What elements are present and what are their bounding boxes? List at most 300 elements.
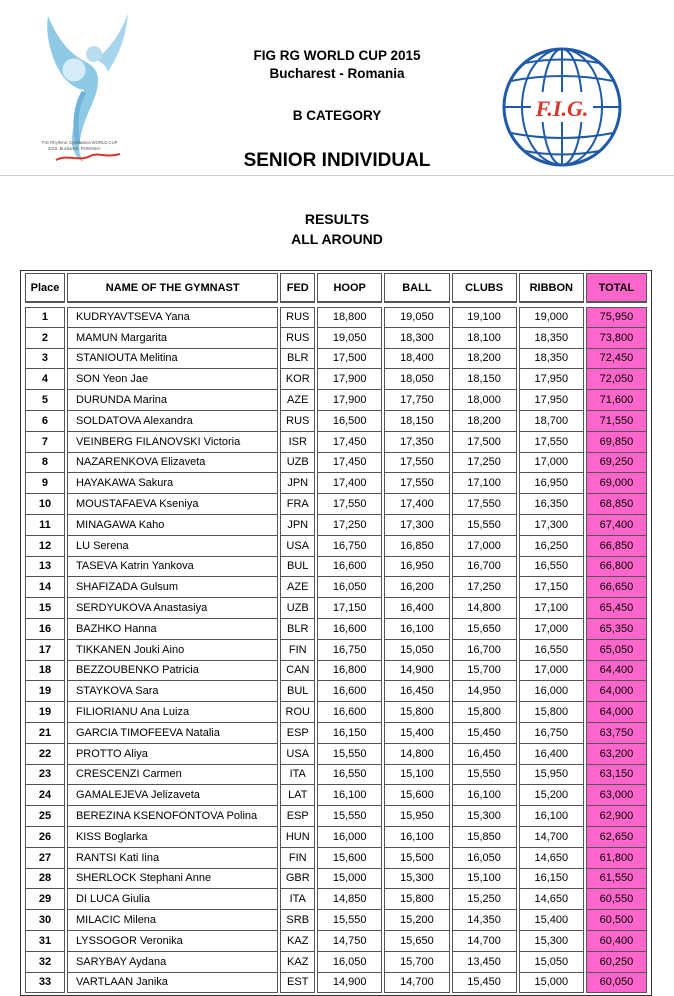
cell-total: 69,250	[586, 453, 647, 474]
cell-hoop: 17,450	[317, 453, 382, 474]
cell-place: 5	[25, 390, 65, 411]
table-row	[25, 806, 647, 827]
cell-ball: 15,950	[384, 806, 449, 827]
cell-place: 8	[25, 453, 65, 474]
col-header-ribbon: RIBBON	[519, 273, 584, 303]
cell-total: 68,850	[586, 494, 647, 515]
cell-name: GAMALEJEVA Jelizaveta	[67, 785, 278, 806]
cell-place: 15	[25, 598, 65, 619]
cell-ribbon: 18,350	[519, 349, 584, 370]
cell-clubs: 17,500	[452, 432, 517, 453]
cell-total: 65,350	[586, 619, 647, 640]
cell-fed: HUN	[280, 827, 315, 848]
cell-clubs: 18,200	[452, 349, 517, 370]
cell-hoop: 16,600	[317, 619, 382, 640]
cell-clubs: 16,700	[452, 557, 517, 578]
cell-hoop: 17,150	[317, 598, 382, 619]
cell-fed: FIN	[280, 640, 315, 661]
cell-clubs: 17,250	[452, 453, 517, 474]
table-row	[25, 889, 647, 910]
table-row	[25, 931, 647, 952]
cell-fed: CAN	[280, 661, 315, 682]
table-row	[25, 494, 647, 515]
table-row	[25, 681, 647, 702]
cell-hoop: 17,450	[317, 432, 382, 453]
cell-name: KUDRYAVTSEVA Yana	[67, 307, 278, 328]
cell-fed: KOR	[280, 369, 315, 390]
cell-hoop: 17,500	[317, 349, 382, 370]
cell-place: 33	[25, 973, 65, 994]
table-row	[25, 661, 647, 682]
cell-fed: KAZ	[280, 952, 315, 973]
cell-ball: 17,750	[384, 390, 449, 411]
cell-hoop: 16,050	[317, 952, 382, 973]
cell-total: 61,800	[586, 848, 647, 869]
cell-place: 31	[25, 931, 65, 952]
all-around-heading: ALL AROUND	[291, 231, 383, 247]
cell-total: 60,550	[586, 889, 647, 910]
cell-clubs: 15,450	[452, 973, 517, 994]
table-row	[25, 453, 647, 474]
table-row	[25, 349, 647, 370]
cell-fed: SRB	[280, 910, 315, 931]
cell-name: GARCIA TIMOFEEVA Natalia	[67, 723, 278, 744]
cell-ribbon: 16,000	[519, 681, 584, 702]
cell-place: 11	[25, 515, 65, 536]
cell-clubs: 18,150	[452, 369, 517, 390]
cell-place: 19	[25, 681, 65, 702]
cell-ball: 17,300	[384, 515, 449, 536]
cell-clubs: 18,200	[452, 411, 517, 432]
cell-ribbon: 15,050	[519, 952, 584, 973]
cell-fed: UZB	[280, 453, 315, 474]
cell-ball: 18,400	[384, 349, 449, 370]
cell-ball: 17,400	[384, 494, 449, 515]
cell-place: 14	[25, 577, 65, 598]
cell-total: 73,800	[586, 328, 647, 349]
cell-ribbon: 16,150	[519, 869, 584, 890]
cell-ball: 16,200	[384, 577, 449, 598]
cell-place: 28	[25, 869, 65, 890]
cell-clubs: 16,100	[452, 785, 517, 806]
cell-name: SERDYUKOVA Anastasiya	[67, 598, 278, 619]
cell-name: MINAGAWA Kaho	[67, 515, 278, 536]
cell-name: LU Serena	[67, 536, 278, 557]
fig-logo-text: F.I.G.	[535, 96, 589, 121]
table-row	[25, 598, 647, 619]
cell-total: 71,550	[586, 411, 647, 432]
cell-total: 66,850	[586, 536, 647, 557]
table-row	[25, 577, 647, 598]
cell-ribbon: 17,100	[519, 598, 584, 619]
cell-ribbon: 17,000	[519, 453, 584, 474]
cell-ball: 17,550	[384, 453, 449, 474]
cell-ball: 15,050	[384, 640, 449, 661]
cell-ribbon: 15,200	[519, 785, 584, 806]
table-row	[25, 785, 647, 806]
cell-ribbon: 14,700	[519, 827, 584, 848]
cell-place: 24	[25, 785, 65, 806]
cell-ball: 15,800	[384, 889, 449, 910]
cell-hoop: 18,800	[317, 307, 382, 328]
cell-place: 29	[25, 889, 65, 910]
table-row	[25, 390, 647, 411]
cell-total: 63,150	[586, 765, 647, 786]
cell-fed: RUS	[280, 411, 315, 432]
cell-ball: 14,900	[384, 661, 449, 682]
cell-clubs: 15,700	[452, 661, 517, 682]
cell-clubs: 15,650	[452, 619, 517, 640]
cell-hoop: 14,750	[317, 931, 382, 952]
cell-ball: 15,300	[384, 869, 449, 890]
cell-ribbon: 17,000	[519, 619, 584, 640]
results-table-frame	[20, 270, 652, 996]
cell-name: DI LUCA Giulia	[67, 889, 278, 910]
cell-place: 17	[25, 640, 65, 661]
cell-total: 65,050	[586, 640, 647, 661]
cell-clubs: 17,000	[452, 536, 517, 557]
table-row	[25, 307, 647, 328]
cell-ribbon: 16,550	[519, 640, 584, 661]
cell-ball: 15,400	[384, 723, 449, 744]
cell-total: 67,400	[586, 515, 647, 536]
cell-ball: 18,050	[384, 369, 449, 390]
cell-clubs: 15,450	[452, 723, 517, 744]
cell-name: BAZHKO Hanna	[67, 619, 278, 640]
results-heading: RESULTS	[304, 211, 370, 227]
cell-fed: RUS	[280, 328, 315, 349]
cell-ball: 14,800	[384, 744, 449, 765]
cell-fed: ITA	[280, 765, 315, 786]
cell-total: 66,650	[586, 577, 647, 598]
cell-place: 19	[25, 702, 65, 723]
cell-ball: 15,800	[384, 702, 449, 723]
col-header-clubs: CLUBS	[452, 273, 517, 303]
cell-ball: 15,100	[384, 765, 449, 786]
col-header-fed: FED	[280, 273, 315, 303]
cell-ribbon: 15,000	[519, 973, 584, 994]
cell-name: DURUNDA Marina	[67, 390, 278, 411]
cell-fed: BUL	[280, 681, 315, 702]
cell-ball: 18,150	[384, 411, 449, 432]
cell-clubs: 17,250	[452, 577, 517, 598]
cell-fed: FRA	[280, 494, 315, 515]
cell-total: 60,050	[586, 973, 647, 994]
cell-ball: 15,200	[384, 910, 449, 931]
cell-fed: FIN	[280, 848, 315, 869]
cell-hoop: 16,550	[317, 765, 382, 786]
table-row	[25, 640, 647, 661]
cell-name: VARTLAAN Janika	[67, 973, 278, 994]
cell-ball: 17,550	[384, 473, 449, 494]
cell-ribbon: 15,400	[519, 910, 584, 931]
cell-hoop: 16,750	[317, 640, 382, 661]
cell-fed: KAZ	[280, 931, 315, 952]
table-row	[25, 910, 647, 931]
table-row	[25, 619, 647, 640]
cell-ball: 16,950	[384, 557, 449, 578]
cell-fed: RUS	[280, 307, 315, 328]
cell-ball: 16,100	[384, 827, 449, 848]
cell-clubs: 18,000	[452, 390, 517, 411]
cell-hoop: 17,550	[317, 494, 382, 515]
cell-place: 6	[25, 411, 65, 432]
fig-globe-logo-icon	[501, 46, 623, 168]
cell-clubs: 13,450	[452, 952, 517, 973]
cell-name: MAMUN Margarita	[67, 328, 278, 349]
cell-clubs: 19,100	[452, 307, 517, 328]
cell-name: MOUSTAFAEVA Kseniya	[67, 494, 278, 515]
cell-clubs: 15,250	[452, 889, 517, 910]
cell-ribbon: 14,650	[519, 889, 584, 910]
cell-place: 2	[25, 328, 65, 349]
cell-hoop: 17,900	[317, 369, 382, 390]
cell-total: 63,000	[586, 785, 647, 806]
cell-place: 18	[25, 661, 65, 682]
cell-hoop: 16,500	[317, 411, 382, 432]
cell-clubs: 15,800	[452, 702, 517, 723]
cell-place: 10	[25, 494, 65, 515]
cell-ball: 15,650	[384, 931, 449, 952]
cell-hoop: 16,600	[317, 557, 382, 578]
table-row	[25, 952, 647, 973]
cell-clubs: 16,700	[452, 640, 517, 661]
cell-place: 25	[25, 806, 65, 827]
cell-ribbon: 14,650	[519, 848, 584, 869]
cell-hoop: 15,000	[317, 869, 382, 890]
cell-place: 21	[25, 723, 65, 744]
col-header-hoop: HOOP	[317, 273, 382, 303]
cell-fed: JPN	[280, 473, 315, 494]
event-city: Bucharest - Romania	[269, 66, 405, 81]
cell-place: 16	[25, 619, 65, 640]
table-row	[25, 515, 647, 536]
cell-place: 26	[25, 827, 65, 848]
cell-name: SOLDATOVA Alexandra	[67, 411, 278, 432]
cell-ball: 15,700	[384, 952, 449, 973]
cell-hoop: 15,550	[317, 910, 382, 931]
table-row	[25, 473, 647, 494]
cell-ribbon: 15,800	[519, 702, 584, 723]
table-row	[25, 765, 647, 786]
cell-ball: 14,700	[384, 973, 449, 994]
cell-ribbon: 15,950	[519, 765, 584, 786]
cell-total: 64,000	[586, 702, 647, 723]
cell-hoop: 16,600	[317, 702, 382, 723]
cell-place: 9	[25, 473, 65, 494]
cell-hoop: 17,900	[317, 390, 382, 411]
cell-ribbon: 15,300	[519, 931, 584, 952]
cell-fed: BLR	[280, 619, 315, 640]
cell-total: 61,550	[586, 869, 647, 890]
cell-name: FILIORIANU Ana Luiza	[67, 702, 278, 723]
cell-ribbon: 17,950	[519, 369, 584, 390]
table-row	[25, 411, 647, 432]
cell-clubs: 16,450	[452, 744, 517, 765]
cell-name: TIKKANEN Jouki Aino	[67, 640, 278, 661]
cell-ribbon: 17,950	[519, 390, 584, 411]
results-table	[23, 273, 649, 993]
cell-name: VEINBERG FILANOVSKI Victoria	[67, 432, 278, 453]
cell-total: 64,400	[586, 661, 647, 682]
logo-caption-line2: 2015, Bucharest, ROMANIA	[48, 146, 101, 151]
cell-clubs: 17,550	[452, 494, 517, 515]
cell-place: 13	[25, 557, 65, 578]
cell-ribbon: 17,300	[519, 515, 584, 536]
cell-fed: AZE	[280, 577, 315, 598]
cell-name: STAYKOVA Sara	[67, 681, 278, 702]
table-row	[25, 536, 647, 557]
cell-fed: UZB	[280, 598, 315, 619]
cell-ribbon: 18,700	[519, 411, 584, 432]
table-row	[25, 328, 647, 349]
cell-total: 65,450	[586, 598, 647, 619]
cell-total: 62,900	[586, 806, 647, 827]
cell-ribbon: 16,550	[519, 557, 584, 578]
cell-hoop: 16,000	[317, 827, 382, 848]
cell-name: KISS Boglarka	[67, 827, 278, 848]
cell-name: RANTSI Kati Iina	[67, 848, 278, 869]
cell-ball: 17,350	[384, 432, 449, 453]
cell-total: 69,850	[586, 432, 647, 453]
cell-ribbon: 17,000	[519, 661, 584, 682]
cell-clubs: 14,950	[452, 681, 517, 702]
cell-name: NAZARENKOVA Elizaveta	[67, 453, 278, 474]
cell-clubs: 14,350	[452, 910, 517, 931]
cell-ball: 15,600	[384, 785, 449, 806]
cell-ball: 15,500	[384, 848, 449, 869]
col-header-total: TOTAL	[586, 273, 647, 303]
cell-ribbon: 16,750	[519, 723, 584, 744]
cell-fed: JPN	[280, 515, 315, 536]
cell-hoop: 15,550	[317, 744, 382, 765]
cell-hoop: 14,850	[317, 889, 382, 910]
cell-total: 60,400	[586, 931, 647, 952]
cell-ribbon: 16,350	[519, 494, 584, 515]
cell-place: 27	[25, 848, 65, 869]
cell-name: PROTTO Aliya	[67, 744, 278, 765]
cell-total: 66,800	[586, 557, 647, 578]
cell-total: 71,600	[586, 390, 647, 411]
cell-ball: 16,850	[384, 536, 449, 557]
cell-name: SON Yeon Jae	[67, 369, 278, 390]
cell-total: 75,950	[586, 307, 647, 328]
table-row	[25, 432, 647, 453]
cell-fed: LAT	[280, 785, 315, 806]
cell-hoop: 16,800	[317, 661, 382, 682]
cell-place: 4	[25, 369, 65, 390]
cell-place: 1	[25, 307, 65, 328]
table-row	[25, 369, 647, 390]
cell-name: MILACIC Milena	[67, 910, 278, 931]
cell-total: 62,650	[586, 827, 647, 848]
event-category: B CATEGORY	[292, 108, 382, 123]
cell-ball: 16,450	[384, 681, 449, 702]
cell-hoop: 16,150	[317, 723, 382, 744]
col-header-ball: BALL	[384, 273, 449, 303]
cell-fed: USA	[280, 536, 315, 557]
event-division: SENIOR INDIVIDUAL	[243, 150, 431, 171]
cell-hoop: 15,600	[317, 848, 382, 869]
cell-name: BEZZOUBENKO Patricia	[67, 661, 278, 682]
cell-clubs: 15,550	[452, 515, 517, 536]
gymnast-logo-icon	[28, 10, 148, 170]
cell-hoop: 16,050	[317, 577, 382, 598]
cell-fed: ISR	[280, 432, 315, 453]
cell-name: CRESCENZI Carmen	[67, 765, 278, 786]
cell-ball: 16,100	[384, 619, 449, 640]
cell-fed: BUL	[280, 557, 315, 578]
cell-name: BEREZINA KSENOFONTOVA Polina	[67, 806, 278, 827]
cell-clubs: 14,800	[452, 598, 517, 619]
cell-ball: 18,300	[384, 328, 449, 349]
cell-ribbon: 16,400	[519, 744, 584, 765]
cell-hoop: 17,400	[317, 473, 382, 494]
cell-place: 22	[25, 744, 65, 765]
cell-place: 23	[25, 765, 65, 786]
cell-hoop: 17,250	[317, 515, 382, 536]
cell-name: HAYAKAWA Sakura	[67, 473, 278, 494]
cell-place: 32	[25, 952, 65, 973]
cell-fed: ITA	[280, 889, 315, 910]
cell-name: STANIOUTA Melitina	[67, 349, 278, 370]
logo-caption-line1: FIG Rhythmic Gymnastics WORLD CUP	[42, 140, 118, 145]
cell-fed: GBR	[280, 869, 315, 890]
cell-ribbon: 16,950	[519, 473, 584, 494]
cell-clubs: 17,100	[452, 473, 517, 494]
cell-fed: ESP	[280, 806, 315, 827]
cell-place: 7	[25, 432, 65, 453]
col-header-place: Place	[25, 273, 65, 303]
table-row	[25, 702, 647, 723]
cell-clubs: 15,850	[452, 827, 517, 848]
cell-fed: EST	[280, 973, 315, 994]
cell-ribbon: 17,150	[519, 577, 584, 598]
cell-fed: ROU	[280, 702, 315, 723]
cell-name: LYSSOGOR Veronika	[67, 931, 278, 952]
results-table-body	[25, 307, 647, 993]
cell-clubs: 16,050	[452, 848, 517, 869]
cell-name: SHERLOCK Stephani Anne	[67, 869, 278, 890]
cell-total: 60,500	[586, 910, 647, 931]
cell-hoop: 16,100	[317, 785, 382, 806]
table-header-row	[25, 273, 647, 303]
table-row	[25, 557, 647, 578]
cell-ribbon: 16,100	[519, 806, 584, 827]
cell-total: 72,450	[586, 349, 647, 370]
cell-total: 72,050	[586, 369, 647, 390]
table-row	[25, 723, 647, 744]
cell-hoop: 14,900	[317, 973, 382, 994]
table-row	[25, 827, 647, 848]
cell-hoop: 16,600	[317, 681, 382, 702]
cell-name: SARYBAY Aydana	[67, 952, 278, 973]
cell-ribbon: 17,550	[519, 432, 584, 453]
cell-place: 3	[25, 349, 65, 370]
table-row	[25, 848, 647, 869]
cell-hoop: 16,750	[317, 536, 382, 557]
cell-fed: ESP	[280, 723, 315, 744]
cell-clubs: 14,700	[452, 931, 517, 952]
table-row	[25, 869, 647, 890]
table-row	[25, 744, 647, 765]
cell-ball: 16,400	[384, 598, 449, 619]
cell-ball: 19,050	[384, 307, 449, 328]
cell-place: 12	[25, 536, 65, 557]
cell-total: 64,000	[586, 681, 647, 702]
cell-total: 63,750	[586, 723, 647, 744]
cell-clubs: 15,300	[452, 806, 517, 827]
